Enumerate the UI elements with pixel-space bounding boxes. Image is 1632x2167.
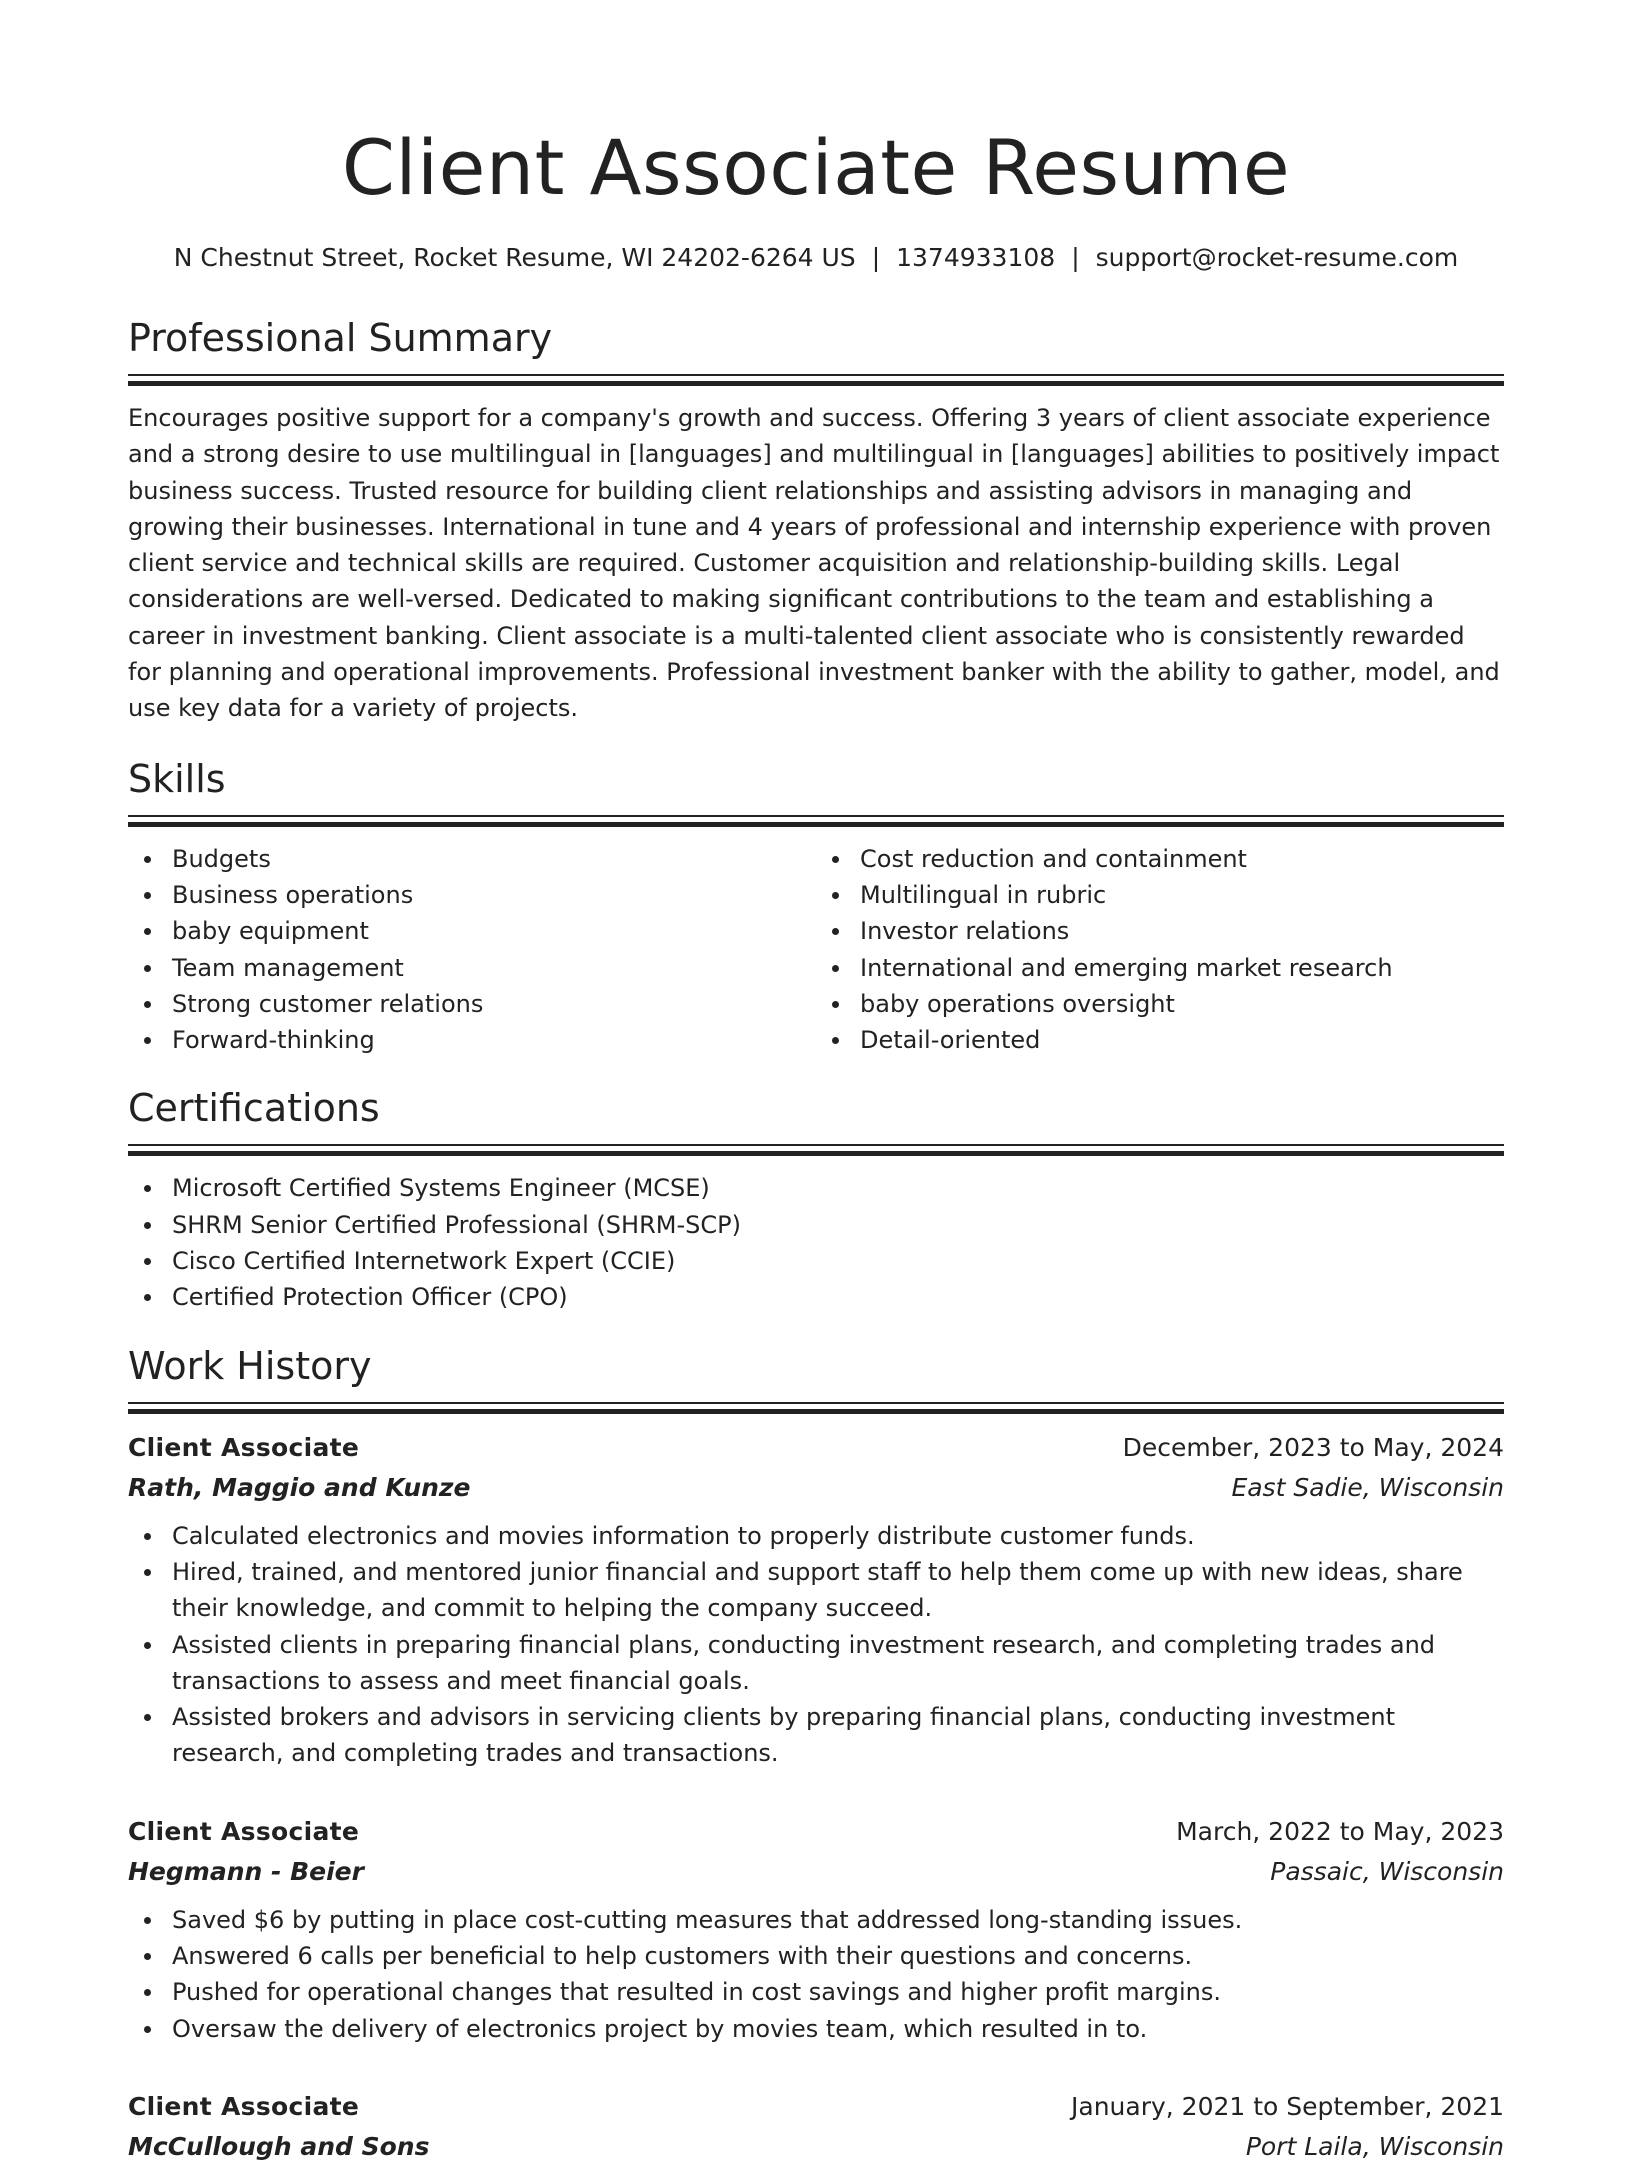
job-subheader: [128, 2127, 1504, 2167]
job-location: East Sadie, Wisconsin: [1231, 1472, 1504, 1502]
skill-item: Business operations: [128, 877, 816, 913]
job-entry: [128, 1428, 1504, 1772]
job-company: Hegmann - Beier: [128, 1856, 364, 1886]
job-subheader: [128, 1468, 1504, 1508]
job-dates: December, 2023 to May, 2024: [1122, 1432, 1504, 1462]
skill-item: Team management: [128, 950, 816, 986]
job-bullet: Pushed for operational changes that resulted in cost savings and higher profit margins.: [128, 1974, 1504, 2010]
job-bullet: Oversaw the delivery of electronics project by movies team, which resulted in to.: [128, 2011, 1504, 2047]
certification-item: Cisco Certified Internetwork Expert (CCIE): [128, 1243, 1504, 1279]
job-header: [128, 2087, 1504, 2127]
skills-list-left: [128, 841, 816, 1059]
section-divider: [128, 1144, 1504, 1156]
contact-email: support@rocket-resume.com: [1095, 243, 1459, 272]
certification-item: SHRM Senior Certified Professional (SHRM-SCP): [128, 1207, 1504, 1243]
contact-separator: |: [871, 243, 881, 272]
job-bullet: Calculated electronics and movies information to properly distribute customer funds.: [128, 1518, 1504, 1554]
job-bullet: Assisted clients in preparing financial plans, conducting investment research, and completing trades and transactions to assess and meet financial goals.: [128, 1627, 1504, 1700]
job-header: [128, 1428, 1504, 1468]
job-bullets: [128, 1518, 1504, 1772]
job-bullets: [128, 1902, 1504, 2047]
job-title: Client Associate: [128, 1432, 360, 1462]
job-company: McCullough and Sons: [128, 2131, 430, 2161]
certifications-list: [128, 1170, 1504, 1315]
job-dates: January, 2021 to September, 2021: [1071, 2091, 1504, 2121]
job-location: Port Laila, Wisconsin: [1245, 2131, 1504, 2161]
skills-list-right: [816, 841, 1504, 1059]
section-divider: [128, 374, 1504, 386]
skill-item: Detail-oriented: [816, 1022, 1504, 1058]
section-divider: [128, 815, 1504, 827]
job-entry: [128, 2087, 1504, 2167]
job-dates: March, 2022 to May, 2023: [1176, 1816, 1504, 1846]
certifications-heading: Certifications: [128, 1086, 380, 1131]
job-bullet: Answered 6 calls per beneficial to help customers with their questions and concerns.: [128, 1938, 1504, 1974]
section-divider: [128, 1402, 1504, 1414]
skill-item: Investor relations: [816, 913, 1504, 949]
skill-item: Multilingual in rubric: [816, 877, 1504, 913]
certification-item: Certified Protection Officer (CPO): [128, 1279, 1504, 1315]
job-title: Client Associate: [128, 1816, 360, 1846]
skill-item: Budgets: [128, 841, 816, 877]
job-bullet: Assisted brokers and advisors in servicing clients by preparing financial plans, conducting investment research, and completing trades and transactions.: [128, 1699, 1504, 1772]
skill-item: baby operations oversight: [816, 986, 1504, 1022]
certification-item: Microsoft Certified Systems Engineer (MCSE): [128, 1170, 1504, 1206]
contact-address: N Chestnut Street, Rocket Resume, WI 24202-6264 US: [173, 243, 856, 272]
contact-phone: 1374933108: [896, 243, 1056, 272]
job-location: Passaic, Wisconsin: [1270, 1856, 1504, 1886]
summary-text: Encourages positive support for a company's growth and success. Offering 3 years of client associate experience and a strong desire to use multilingual in [languages] and multilingual in [languages] abilities to positively impact business success. Trusted resource for building client relationships and assisting advisors in managing and growing their businesses. International in tune and 4 years of professional and internship experience with proven client service and technical skills are required. Customer acquisition and relationship-building skills. Legal considerations are well-versed. Dedicated to making significant contributions to the team and establishing a career in investment banking. Client associate is a multi-talented client associate who is consistently rewarded for planning and operational improvements. Professional investment banker with the ability to gather, model, and use key data for a variety of projects.: [128, 404, 1500, 723]
work-history-heading: Work History: [128, 1343, 372, 1388]
page-title: Client Associate Resume: [341, 123, 1291, 212]
job-entry: [128, 1812, 1504, 2047]
summary-heading: Professional Summary: [128, 316, 553, 360]
skills-grid: [128, 841, 1504, 1059]
skill-item: Cost reduction and containment: [816, 841, 1504, 877]
job-company: Rath, Maggio and Kunze: [128, 1472, 471, 1502]
skill-item: Strong customer relations: [128, 986, 816, 1022]
contact-line: [128, 240, 1504, 276]
job-subheader: [128, 1852, 1504, 1892]
skill-item: International and emerging market research: [816, 950, 1504, 986]
job-bullet: Saved $6 by putting in place cost-cutting measures that addressed long-standing issues.: [128, 1902, 1504, 1938]
job-title: Client Associate: [128, 2091, 360, 2121]
skill-item: Forward-thinking: [128, 1022, 816, 1058]
job-header: [128, 1812, 1504, 1852]
job-bullet: Hired, trained, and mentored junior financial and support staff to help them come up with new ideas, share their knowledge, and commit to helping the company succeed.: [128, 1554, 1504, 1627]
skills-heading: Skills: [128, 756, 226, 801]
contact-separator: |: [1071, 243, 1080, 272]
skill-item: baby equipment: [128, 913, 816, 949]
